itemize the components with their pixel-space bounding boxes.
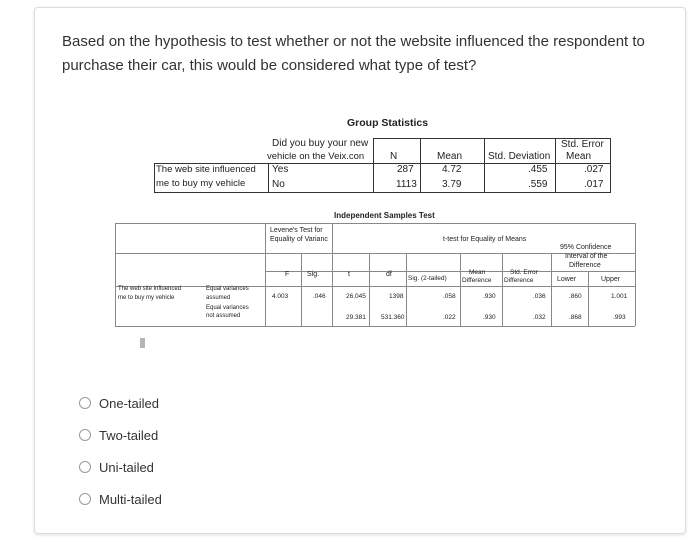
row2-t: 29.381 xyxy=(346,314,366,321)
row1-sig2: .058 xyxy=(443,293,456,300)
row1-f: 4.003 xyxy=(272,293,289,300)
row1-upper: 1.001 xyxy=(611,293,628,300)
ci-title-3: Difference xyxy=(569,262,601,269)
indep-row2-label-2: not assumed xyxy=(206,313,241,319)
group-no-se: .017 xyxy=(584,179,604,190)
row2-upper: .993 xyxy=(613,314,626,321)
row1-sig: .046 xyxy=(313,293,326,300)
indep-row-label-1: The web site influenced xyxy=(118,286,182,292)
indep-row-label-2: me to buy my vehicle xyxy=(118,295,175,301)
question-text: Based on the hypothesis to test whether or not the website influenced the respondent to purchase their car, this would be considered what type of test? xyxy=(62,33,645,74)
group-header-q2: vehicle on the Veix.con xyxy=(267,151,365,162)
group-row-label-2: me to buy my vehicle xyxy=(156,178,246,189)
row1-df: 1398 xyxy=(389,293,404,300)
indep-row1-label-1: Equal variances xyxy=(206,286,249,292)
group-no-n: 1113 xyxy=(396,179,417,190)
row1-lower: .860 xyxy=(569,293,582,300)
col-sediff-1: Std. Error xyxy=(510,269,538,276)
ci-title-1: 95% Confidence xyxy=(560,244,612,251)
group-no: No xyxy=(272,179,285,190)
indep-row1-label-2: assumed xyxy=(206,295,231,301)
indep-row2-label-1: Equal variances xyxy=(206,305,249,311)
row2-md: .930 xyxy=(483,314,496,321)
group-header-sd: Std. Deviation xyxy=(488,151,551,162)
option-label: Multi-tailed xyxy=(99,491,162,507)
group-no-mean: 3.79 xyxy=(442,179,462,190)
col-upper: Upper xyxy=(601,276,621,283)
radio-icon[interactable] xyxy=(79,429,91,441)
col-meandiff-1: Mean xyxy=(469,269,486,276)
group-header-mean: Mean xyxy=(437,151,463,162)
option-uni-tailed[interactable] xyxy=(79,457,154,477)
group-header-se: Std. Error xyxy=(561,139,604,150)
scan-smudge xyxy=(140,338,145,348)
row1-t: 26.045 xyxy=(346,293,366,300)
ttest-title: t-test for Equality of Means xyxy=(443,236,527,243)
col-t: t xyxy=(348,271,350,278)
independent-title: Independent Samples Test xyxy=(334,211,435,220)
option-label: Uni-tailed xyxy=(99,459,154,475)
col-sig2: Sig. (2-tailed) xyxy=(408,275,447,282)
levene-title-2: Equality of Varianc xyxy=(270,236,328,243)
ci-title-2: Interval of the xyxy=(565,253,608,260)
col-sediff-2: Difference xyxy=(504,277,534,284)
group-yes-sd: .455 xyxy=(528,164,548,175)
group-yes-se: .027 xyxy=(584,164,604,175)
col-meandiff-2: Difference xyxy=(462,277,492,284)
group-header-se-mean: Mean xyxy=(566,151,592,162)
option-multi-tailed[interactable] xyxy=(79,489,162,509)
spss-output-image xyxy=(110,108,650,378)
col-f: F xyxy=(285,271,290,278)
group-yes-mean: 4.72 xyxy=(442,164,462,175)
col-df: df xyxy=(386,271,392,278)
option-two-tailed[interactable] xyxy=(79,425,158,445)
row2-sig2: .022 xyxy=(443,314,456,321)
group-yes: Yes xyxy=(272,164,289,175)
radio-icon[interactable] xyxy=(79,461,91,473)
group-row-label-1: The web site influenced xyxy=(156,164,256,175)
row2-df: 531.360 xyxy=(381,314,405,321)
option-one-tailed[interactable] xyxy=(79,393,159,413)
row2-se: .032 xyxy=(533,314,546,321)
option-label: Two-tailed xyxy=(99,427,159,443)
row2-lower: .868 xyxy=(569,314,582,321)
group-yes-n: 287 xyxy=(397,164,414,175)
col-sig: Sig. xyxy=(307,271,320,278)
group-stats-title: Group Statistics xyxy=(347,117,429,129)
group-no-sd: .559 xyxy=(528,179,548,190)
row1-md: .930 xyxy=(483,293,496,300)
radio-icon[interactable] xyxy=(79,493,91,505)
option-label: One-tailed xyxy=(99,395,159,411)
levene-title-1: Levene's Test for xyxy=(270,227,323,234)
group-header-n: N xyxy=(390,151,398,162)
col-lower: Lower xyxy=(557,276,577,283)
group-header-q1: Did you buy your new xyxy=(272,138,369,149)
row1-se: .036 xyxy=(533,293,546,300)
radio-icon[interactable] xyxy=(79,397,91,409)
